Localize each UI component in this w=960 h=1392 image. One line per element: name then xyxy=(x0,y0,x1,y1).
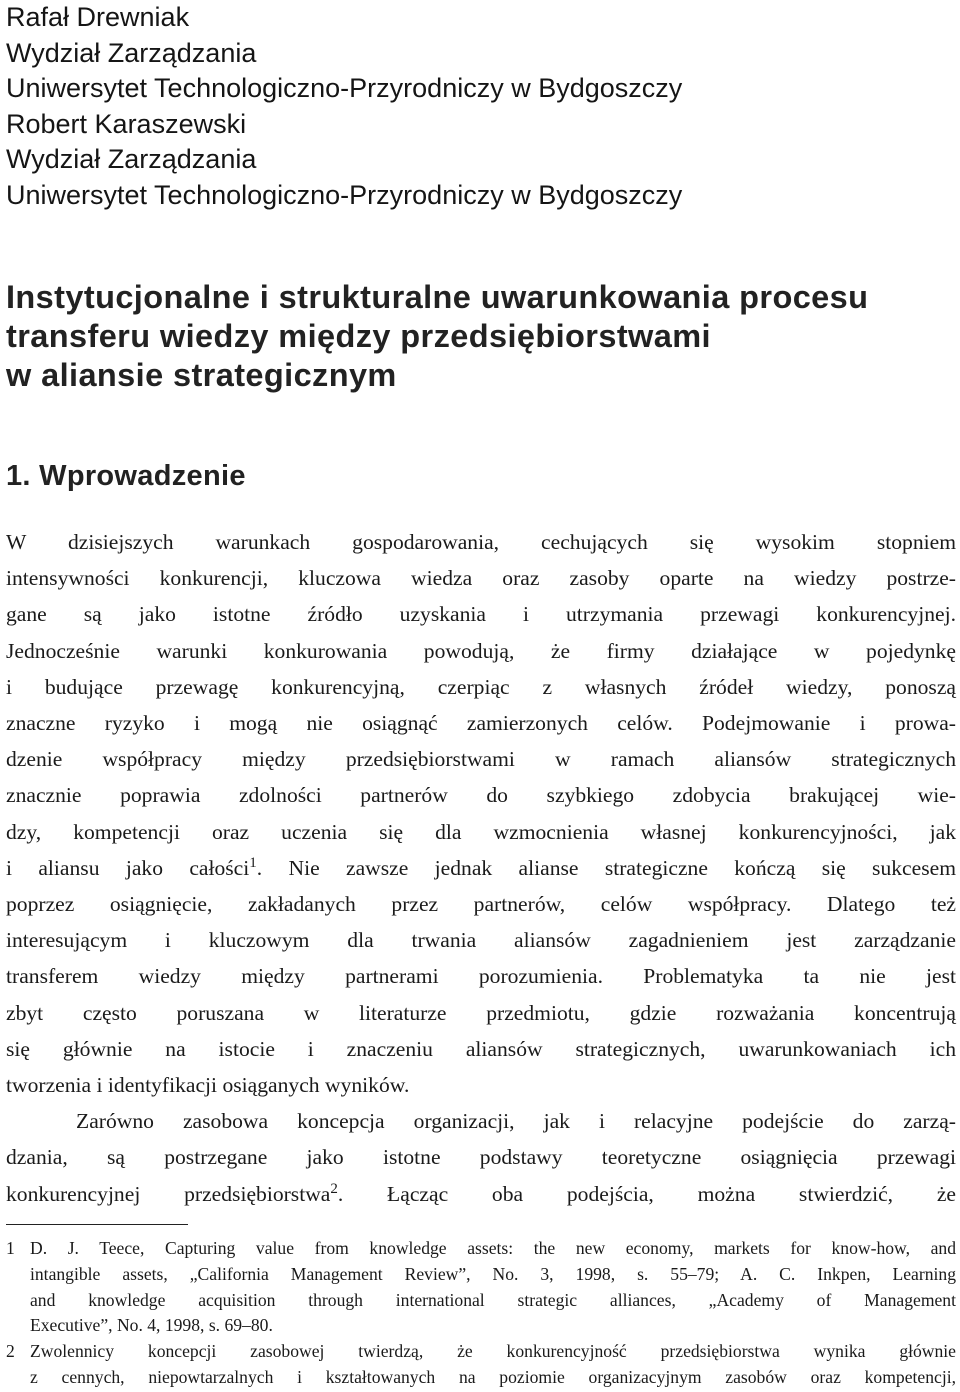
body-line: dzy, kompetencji oraz uczenia się dla wzmocnienia własnej konkurencyjności, jak xyxy=(6,819,956,844)
title-line: transferu wiedzy między przedsiębiorstwami xyxy=(6,318,711,354)
footnotes xyxy=(6,1236,956,1391)
footnote-number: 1 xyxy=(6,1238,15,1258)
footnote-line: Executive”, No. 4, 1998, s. 69–80. xyxy=(30,1315,273,1336)
body-line: tworzenia i identyfikacji osiąganych wyników. xyxy=(6,1073,410,1098)
author-university: Uniwersytet Technologiczno-Przyrodniczy w Bydgoszczy xyxy=(6,179,683,210)
body-line: dzenie współpracy między przedsiębiorstwami w ramach aliansów strategicznych xyxy=(6,747,956,772)
body-line: gane są jako istotne źródło uzyskania i utrzymania przewagi konkurencyjnej. xyxy=(6,602,956,627)
body-line: intensywności konkurencji, kluczowa wiedza oraz zasoby oparte na wiedzy postrze- xyxy=(6,566,956,591)
body-line xyxy=(6,850,956,886)
body-line-text: . Nie zawsze jednak alianse strategiczne kończą się sukcesem xyxy=(256,855,956,880)
author-department: Wydział Zarządzania xyxy=(6,144,257,175)
footnote-line: intangible assets, „California Management Review”, No. 3, 1998, s. 55–79; A. C. Inkpen, Learning xyxy=(30,1263,956,1284)
footnote-1 xyxy=(6,1236,956,1339)
footnote-line: Zwolennicy koncepcji zasobowej twierdzą, że konkurencyjność przedsiębiorstwa wynika głównie xyxy=(30,1341,956,1362)
footnote-reference[interactable]: 1 xyxy=(249,854,257,871)
body-line: dzania, są postrzegane jako istotne podstawy teoretyczne osiągnięcia przewagi xyxy=(6,1145,956,1170)
body-line: i budujące przewagę konkurencyjną, czerpiąc z własnych źródeł wiedzy, ponoszą xyxy=(6,674,956,699)
body-line xyxy=(6,1176,956,1212)
paper-title xyxy=(6,278,956,395)
footnote-2 xyxy=(6,1339,956,1391)
body-line: zbyt często poruszana w literaturze przedmiotu, gdzie rozważania koncentrują xyxy=(6,1000,956,1025)
title-line: w aliansie strategicznym xyxy=(6,357,397,393)
author-affiliations xyxy=(6,0,956,214)
body-line: Zarówno zasobowa koncepcja organizacji, jak i relacyjne podejście do zarzą- xyxy=(76,1109,956,1134)
body-line: transferem wiedzy między partnerami porozumienia. Problematyka ta nie jest xyxy=(6,964,956,989)
body-line: Jednocześnie warunki konkurowania powodują, że firmy działające w pojedynkę xyxy=(6,638,956,663)
author-university: Uniwersytet Technologiczno-Przyrodniczy w Bydgoszczy xyxy=(6,73,683,104)
footnote-line: and knowledge acquisition through international strategic alliances, „Academy of Management xyxy=(30,1289,956,1310)
footnote-divider xyxy=(6,1224,188,1225)
body-line-text: . Łącząc oba podejścia, można stwierdzić, że xyxy=(337,1181,956,1206)
author-name: Robert Karaszewski xyxy=(6,108,247,139)
body-line: znaczne ryzyko i mogą nie osiągnąć zamierzonych celów. Podejmowanie i prowa- xyxy=(6,711,956,736)
body-line: poprzez osiągnięcie, zakładanych przez partnerów, celów współpracy. Dlatego też xyxy=(6,892,956,917)
author-department: Wydział Zarządzania xyxy=(6,37,257,68)
footnote-line: z cennych, niepowtarzalnych i kształtowanych na poziomie organizacyjnym zasobów oraz kompetencji, xyxy=(30,1366,956,1387)
author-name: Rafał Drewniak xyxy=(6,2,190,32)
body-line-text: i aliansu jako całości xyxy=(6,855,250,880)
body-line: W dzisiejszych warunkach gospodarowania, cechujących się wysokim stopniem xyxy=(6,530,956,554)
body-line: interesującym i kluczowym dla trwania aliansów zagadnieniem jest zarządzanie xyxy=(6,928,956,953)
footnote-line: D. J. Teece, Capturing value from knowledge assets: the new economy, markets for know-how, and xyxy=(30,1238,956,1258)
body-line: się głównie na istocie i znaczeniu aliansów strategicznych, uwarunkowaniach ich xyxy=(6,1036,956,1061)
body-line: znacznie poprawia zdolności partnerów do szybkiego zdobycia brakującej wie- xyxy=(6,783,956,808)
section-heading: 1. Wprowadzenie xyxy=(6,460,246,492)
footnote-number: 2 xyxy=(6,1341,15,1362)
body-text xyxy=(6,524,956,1212)
body-line-text: konkurencyjnej przedsiębiorstwa xyxy=(6,1181,331,1206)
title-line: Instytucjonalne i strukturalne uwarunkowania procesu xyxy=(6,279,869,315)
footnote-reference[interactable]: 2 xyxy=(330,1180,338,1197)
